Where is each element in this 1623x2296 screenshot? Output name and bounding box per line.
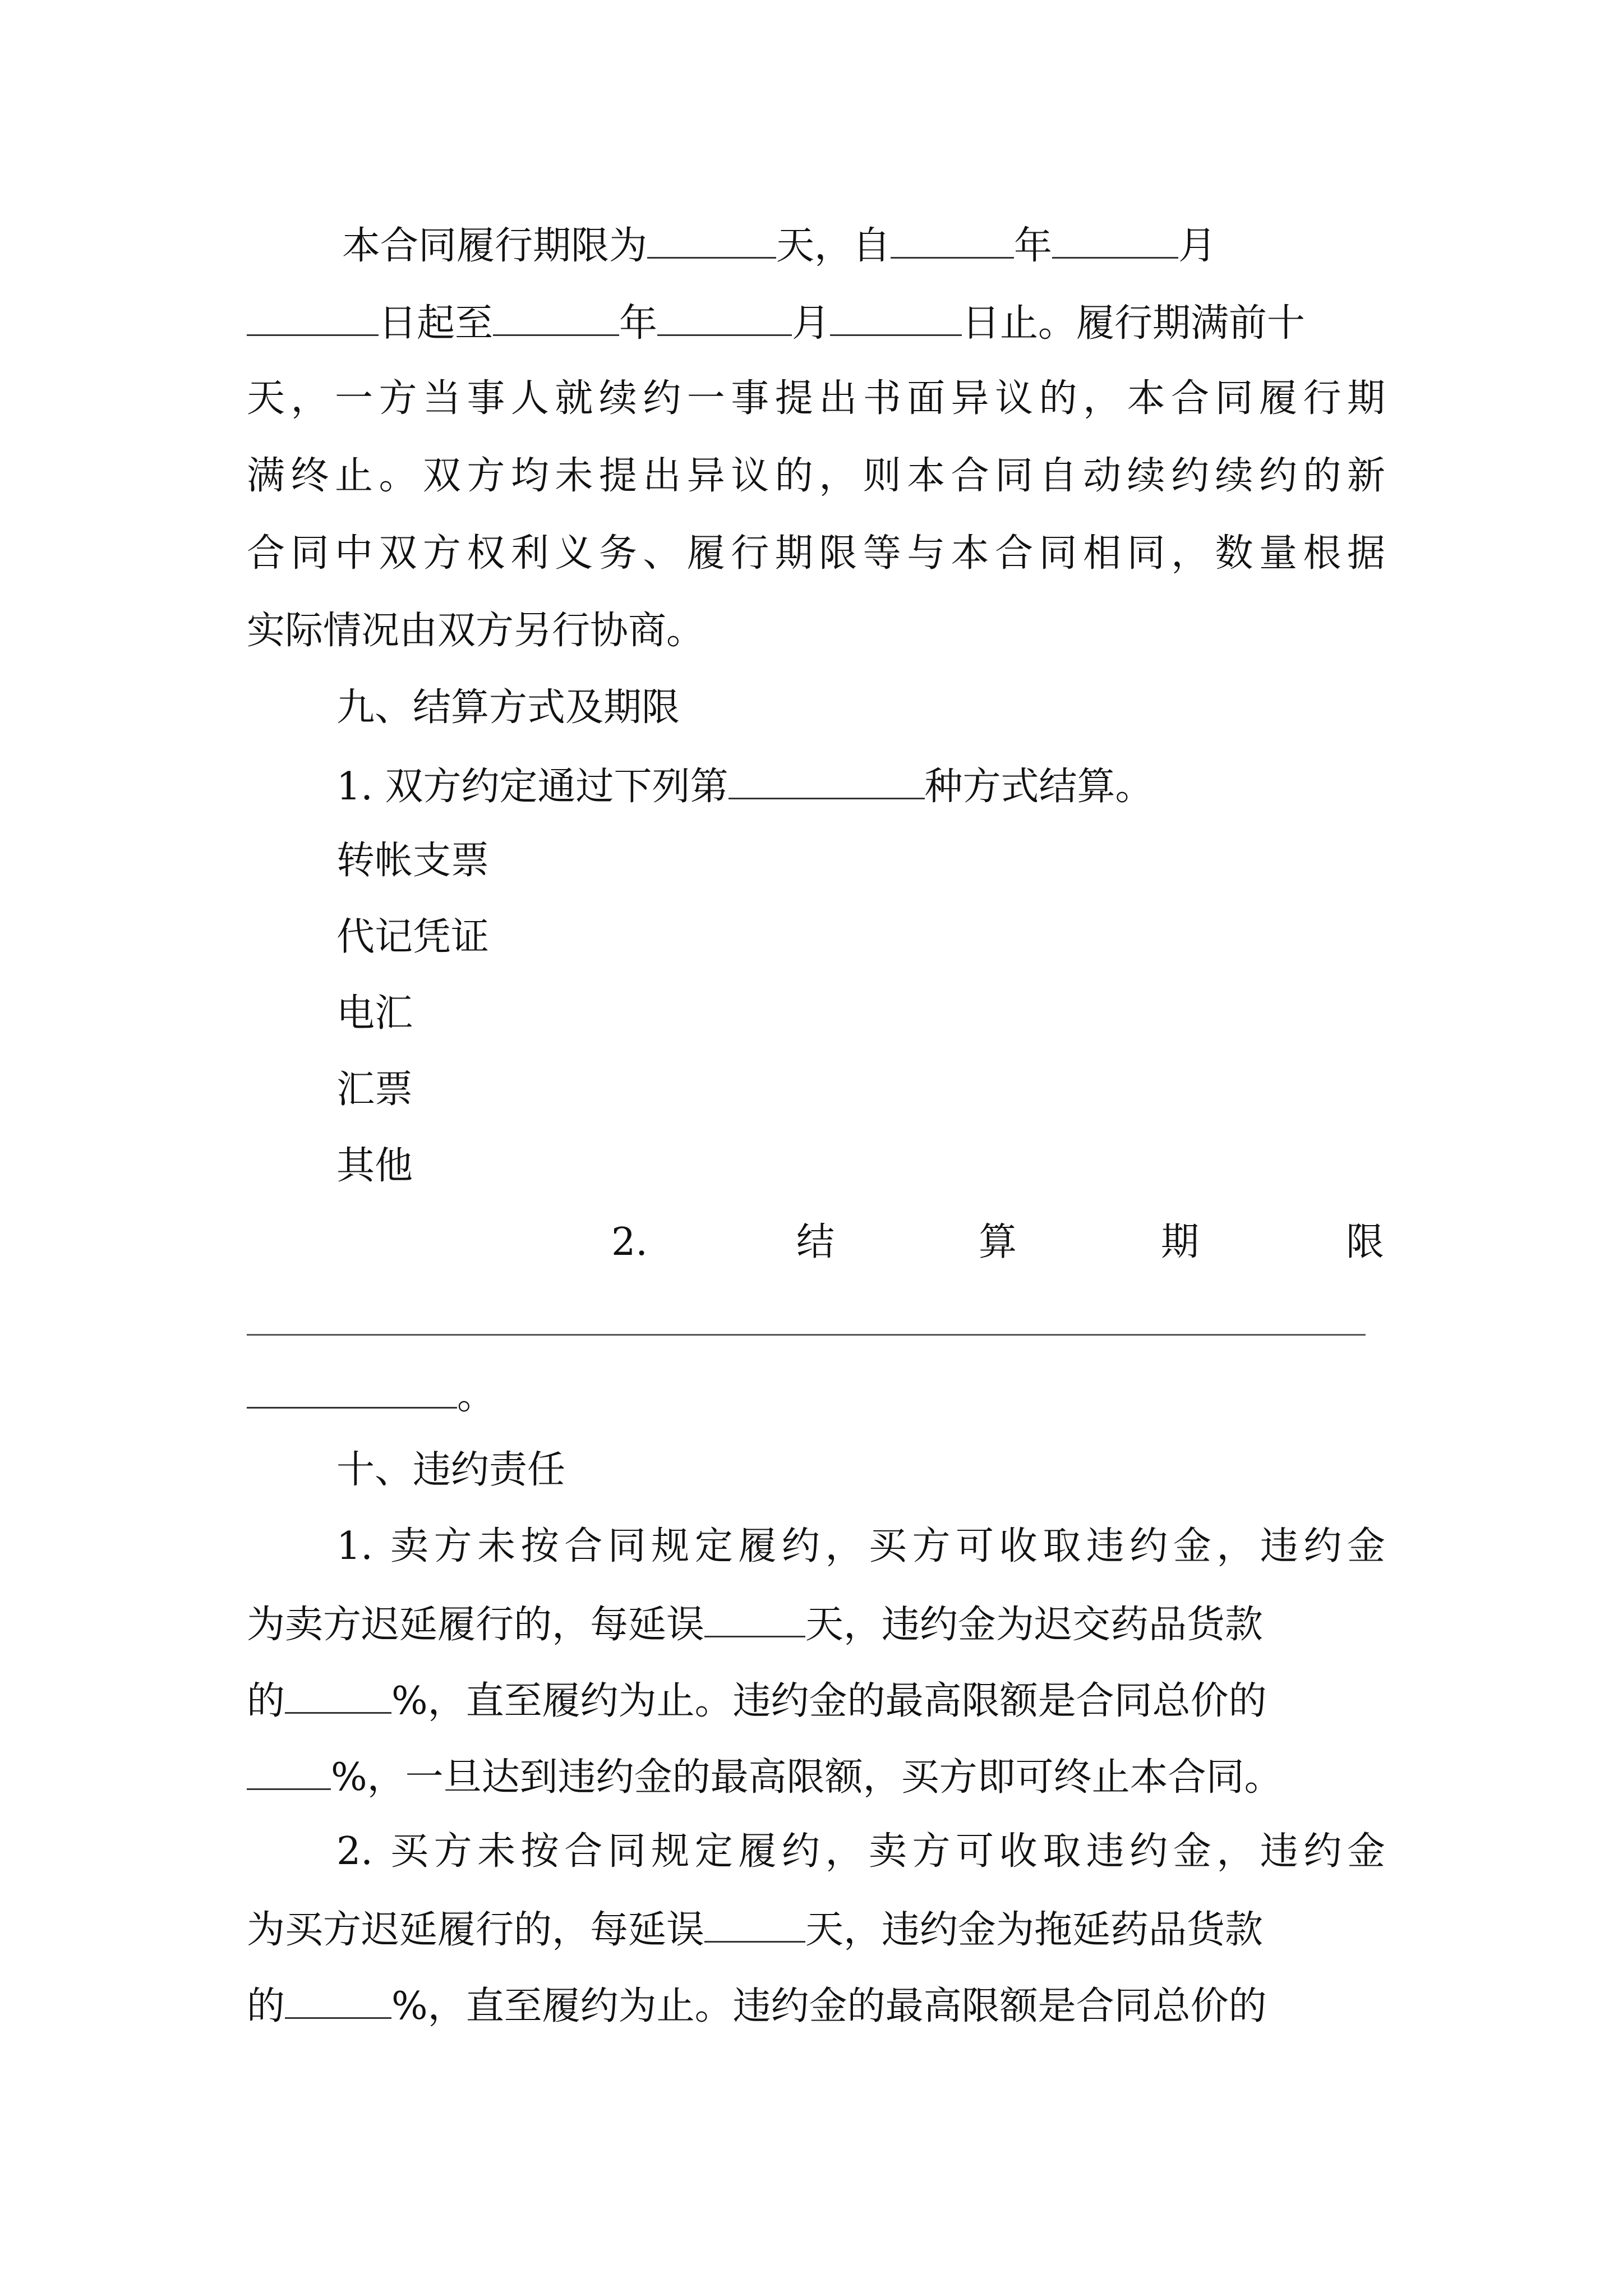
end-month-blank[interactable] [657, 291, 792, 336]
method-number-blank[interactable] [728, 754, 925, 799]
term-line-2 [247, 291, 1385, 352]
breach-text: %，直至履约为止。违约金的最高限额是合同总价的 [391, 1984, 1267, 2028]
section10-heading: 十、违约责任 [336, 1448, 566, 1492]
seller-breach-line-2 [247, 1592, 1385, 1654]
term-text: 天，自 [776, 224, 891, 268]
buyer-breach-line-2 [247, 1897, 1385, 1959]
settlement-text: 1. 双方约定通过下列第 [336, 765, 728, 809]
end-year-blank[interactable] [493, 291, 619, 336]
settlement-term-blank-2[interactable] [247, 1363, 457, 1409]
settlement-term-line [247, 1212, 1385, 1273]
breach-text: %，直至履约为止。违约金的最高限额是合同总价的 [391, 1679, 1267, 1723]
settlement-term-char: 限 [1346, 1220, 1385, 1264]
settlement-term-char: 算 [979, 1220, 1017, 1264]
option-draft: 汇票 [336, 1068, 413, 1112]
settlement-term-char: 结 [796, 1220, 835, 1264]
days-blank[interactable] [647, 213, 776, 259]
settlement-term-char: 期 [1161, 1220, 1200, 1264]
breach-text: %，一旦达到违约金的最高限额，买方即可终止本合同。 [331, 1755, 1283, 1800]
start-day-blank[interactable] [247, 291, 379, 336]
option-transfer-check: 转帐支票 [336, 839, 490, 883]
breach-text: 的 [247, 1679, 285, 1723]
settlement-text: 种方式结算。 [924, 765, 1154, 809]
term-text: 年 [1014, 224, 1053, 268]
breach-text: 天，违约金为拖延药品货款 [805, 1908, 1264, 1952]
seller-penalty-rate-blank[interactable] [285, 1668, 391, 1714]
breach-text: 为买方迟延履行的，每延误 [247, 1908, 705, 1952]
settlement-term-blank[interactable] [247, 1334, 1366, 1336]
breach-text: 天，违约金为迟交药品货款 [805, 1603, 1264, 1647]
settlement-method-line [336, 754, 1385, 816]
term-text: 日起至 [379, 301, 494, 346]
term-line-1 [342, 213, 1385, 275]
buyer-breach-line-3 [247, 1973, 1385, 2035]
settlement-term-number: 2. [611, 1220, 648, 1264]
buyer-breach-line-1: 2. 买方未按合同规定履约，卖方可收取违约金，违约金 [336, 1829, 1385, 1874]
term-line-3: 天，一方当事人就续约一事提出书面异议的，本合同履行期 [247, 376, 1385, 421]
breach-text: 的 [247, 1984, 285, 2028]
settlement-term-end-line [247, 1363, 1385, 1425]
buyer-penalty-rate-blank[interactable] [285, 1973, 391, 2019]
option-voucher: 代记凭证 [336, 915, 490, 959]
term-text: 月 [1178, 224, 1217, 268]
start-month-blank[interactable] [1052, 213, 1178, 259]
term-line-6: 实际情况由双方另行协商。 [247, 609, 705, 653]
term-text: 年 [619, 301, 658, 346]
settlement-term-end: 。 [457, 1374, 496, 1418]
term-line-5: 合同中双方权利义务、履行期限等与本合同相同，数量根据 [247, 531, 1385, 576]
end-day-blank[interactable] [830, 291, 962, 336]
seller-breach-line-1: 1. 卖方未按合同规定履约，买方可收取违约金，违约金 [336, 1524, 1385, 1568]
buyer-delay-days-blank[interactable] [704, 1897, 805, 1943]
term-text: 日止。履行期满前十 [962, 301, 1306, 346]
section9-heading: 九、结算方式及期限 [336, 685, 680, 730]
term-text: 月 [792, 301, 831, 346]
option-wire-transfer: 电汇 [336, 991, 413, 1036]
seller-breach-line-3 [247, 1668, 1385, 1730]
seller-breach-line-4 [247, 1745, 1413, 1806]
seller-delay-days-blank[interactable] [704, 1592, 805, 1637]
start-year-blank[interactable] [891, 213, 1014, 259]
term-text: 本合同履行期限为 [342, 224, 648, 268]
term-line-4: 满终止。双方均未提出异议的，则本合同自动续约续约的新 [247, 454, 1385, 498]
option-other: 其他 [336, 1144, 413, 1188]
seller-max-rate-blank[interactable] [247, 1745, 331, 1790]
breach-text: 为卖方迟延履行的，每延误 [247, 1603, 705, 1647]
